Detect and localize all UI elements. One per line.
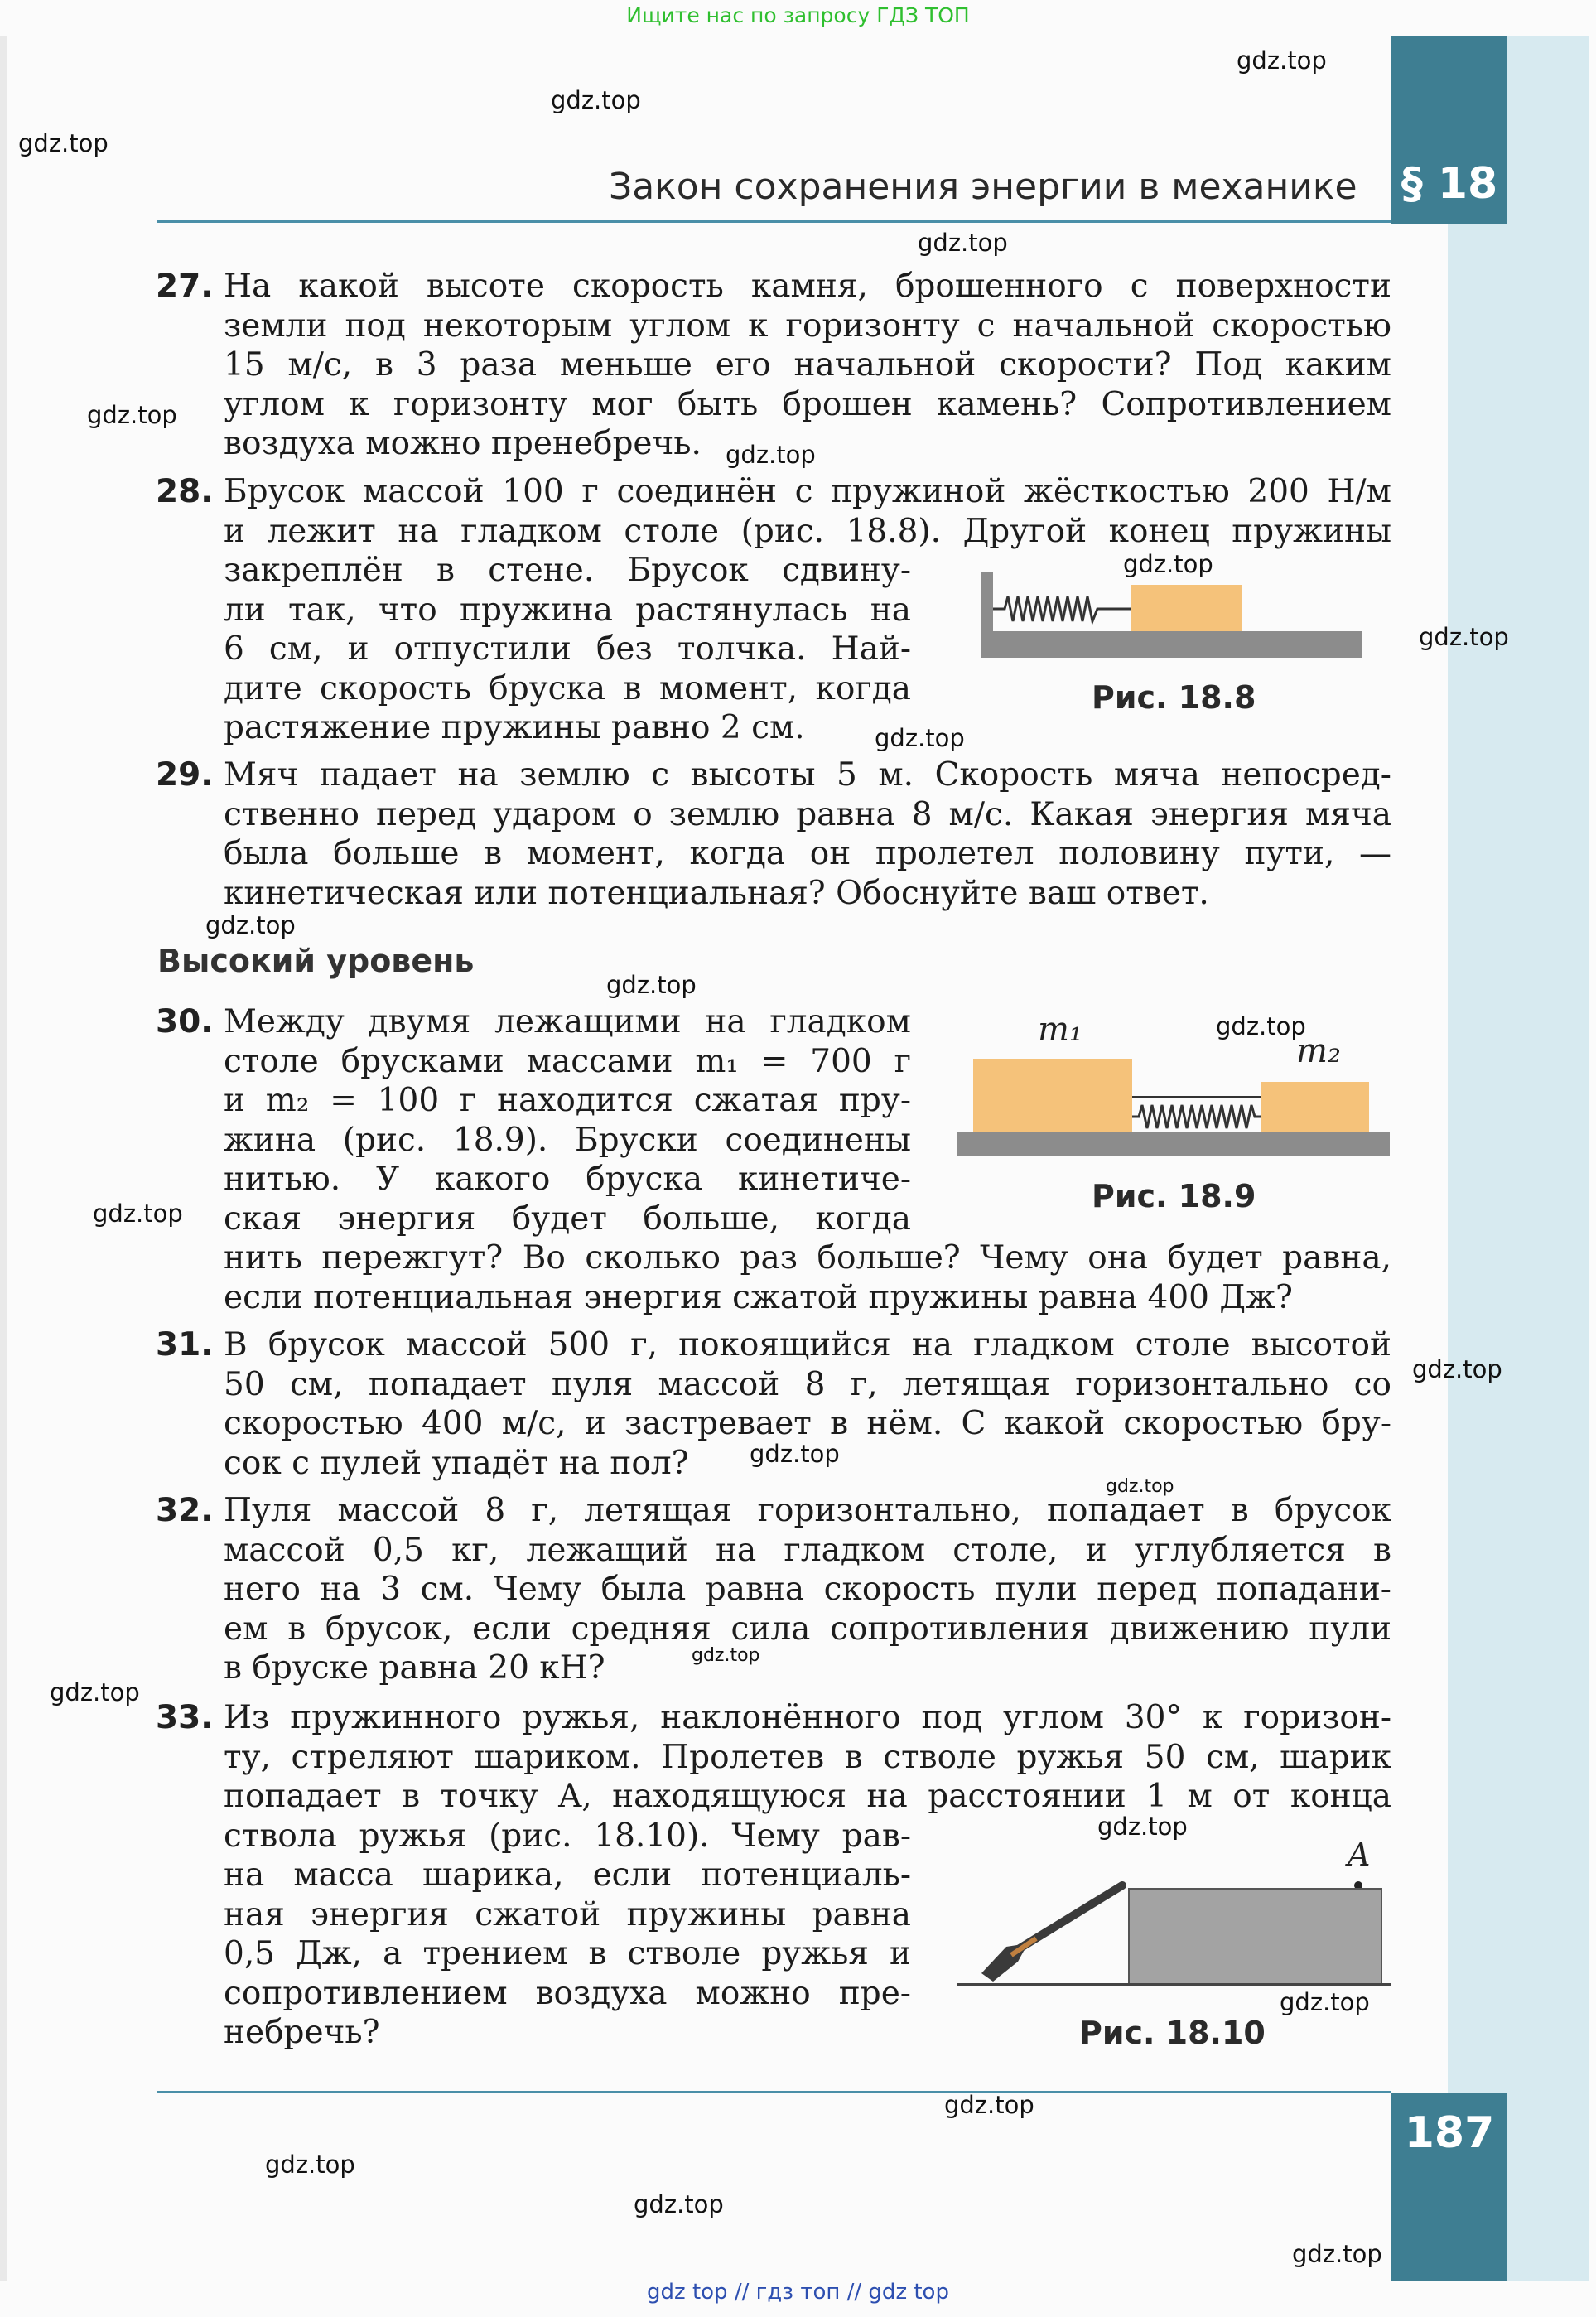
problem-text [224, 755, 1391, 913]
watermark: gdz.top [750, 1440, 840, 1468]
problem-number: 29. [156, 756, 214, 794]
text-line: Брусок массой 100 г соединён с пружиной жёсткостью 200 Н/м [224, 473, 1391, 510]
text-line: Пуля массой 8 г, летящая горизонтально, попадает в брусок [224, 1492, 1391, 1529]
figure-18-8-caption: Рис. 18.8 [1092, 679, 1256, 716]
section-tab [1391, 36, 1507, 224]
text-line: попадает в точку A, находящуюся на расстоянии 1 м от конца [224, 1778, 1391, 1815]
text-line: на масса шарика, если потенциаль- [224, 1856, 911, 1894]
text-line: массой 0,5 кг, лежащий на гладком столе, и углубляется в [224, 1531, 1391, 1569]
watermark: gdz.top [606, 971, 697, 999]
watermark: gdz.top [1280, 1988, 1370, 2016]
watermark: gdz.top [1292, 2240, 1382, 2268]
watermark: gdz.top [1106, 1476, 1174, 1497]
page-number: 187 [1404, 2108, 1495, 2158]
figure-18-8 [981, 572, 1362, 663]
watermark: gdz.top [18, 129, 108, 157]
text-line: нитью. У какого бруска кинетиче- [224, 1161, 911, 1198]
footer-divider [157, 2091, 1391, 2093]
text-line: воздуха можно пренебречь. [224, 425, 702, 462]
text-line: него на 3 см. Чему была равна скорость пули перед попадани- [224, 1571, 1391, 1608]
label-point-a: A [1348, 1837, 1371, 1873]
watermark: gdz.top [726, 441, 816, 469]
block [1131, 585, 1242, 631]
problem-number: 32. [156, 1492, 214, 1529]
watermark: gdz.top [87, 401, 177, 429]
text-line: ская энергия будет больше, когда [224, 1200, 911, 1238]
target-box [1129, 1889, 1381, 1985]
spring [993, 596, 1131, 621]
text-line: небречь? [224, 2014, 380, 2051]
text-line: ственно перед ударом о землю равна 8 м/с. Какая энергия мяча [224, 795, 1391, 833]
header-divider [157, 220, 1391, 223]
watermark: gdz.top [1123, 550, 1213, 578]
watermark: gdz.top [1412, 1355, 1502, 1383]
watermark: gdz.top [93, 1200, 183, 1228]
watermark: gdz.top [265, 2150, 355, 2179]
spring-gun-icon [981, 1885, 1122, 1982]
figure-18-9-caption: Рис. 18.9 [1092, 1178, 1256, 1214]
text-line: жина (рис. 18.9). Бруски соединены [224, 1121, 911, 1159]
problem-number: 30. [156, 1003, 214, 1040]
table-surface [957, 1132, 1390, 1156]
text-line: закреплён в стене. Брусок сдвину- [224, 552, 911, 589]
text-line: ствола ружья (рис. 18.10). Чему рав- [224, 1817, 911, 1855]
page-left-edge [0, 36, 7, 2281]
text-line: ем в брусок, если средняя сила сопротивления движению пули [224, 1610, 1391, 1648]
block-m1 [973, 1059, 1132, 1132]
text-line: кинетическая или потенциальная? Обоснуйте ваш ответ. [224, 874, 1209, 912]
text-line: и лежит на гладком столе (рис. 18.8). Другой конец пружины [224, 512, 1391, 550]
text-line: Из пружинного ружья, наклонённого под углом 30° к горизон- [224, 1699, 1391, 1736]
watermark: gdz.top [875, 724, 965, 752]
page-header-title: Закон сохранения энергии в механике [609, 166, 1357, 208]
text-line: 0,5 Дж, а трением в стволе ружья и [224, 1935, 911, 1972]
watermark: gdz.top [1419, 623, 1509, 651]
section-number: § 18 [1401, 159, 1498, 209]
watermark: gdz.top [1097, 1813, 1188, 1841]
level-heading: Высокий уровень [157, 943, 475, 979]
text-line: Мяч падает на землю с высоты 5 м. Скорость мяча непосред- [224, 756, 1391, 794]
text-line: в бруске равна 20 кН? [224, 1649, 605, 1687]
problem-number: 27. [156, 268, 214, 305]
watermark: gdz.top [692, 1645, 760, 1666]
text-line: Между двумя лежащими на гладком [224, 1003, 911, 1040]
text-line: 15 м/с, в 3 раза меньше его начальной скорости? Под каким [224, 346, 1391, 384]
label-m2: m₂ [1296, 1032, 1341, 1070]
figure-18-10-caption: Рис. 18.10 [1079, 2015, 1266, 2051]
watermark: gdz.top [551, 86, 641, 114]
problem-number: 28. [156, 473, 214, 510]
problem-number: 31. [156, 1326, 214, 1364]
text-line: скоростью 400 м/с, и застревает в нём. С какой скоростью бру- [224, 1405, 1391, 1442]
text-line: сок с пулей упадёт на пол? [224, 1444, 689, 1482]
watermark: gdz.top [918, 229, 1008, 257]
text-line: ная энергия сжатой пружины равна [224, 1895, 911, 1933]
watermark: gdz.top [1237, 46, 1327, 75]
top-banner[interactable]: Ищите нас по запросу ГДЗ ТОП [626, 3, 970, 27]
text-line: углом к горизонту мог быть брошен камень? Сопротивлением [224, 385, 1391, 423]
text-line: ту, стреляют шариком. Пролетев в стволе ружья 50 см, шарик [224, 1738, 1391, 1776]
text-line: На какой высоте скорость камня, брошенного с поверхности [224, 268, 1391, 305]
problem-text [224, 267, 1391, 464]
watermark: gdz.top [634, 2190, 724, 2218]
label-m1: m₁ [1038, 1011, 1082, 1049]
block-m2 [1261, 1082, 1369, 1132]
text-line: В брусок массой 500 г, покоящийся на гладком столе высотой [224, 1326, 1391, 1364]
text-line: дите скорость бруска в момент, когда [224, 669, 911, 707]
text-line: была больше в момент, когда он пролетел половину пути, — [224, 835, 1391, 872]
table-surface [981, 631, 1362, 658]
spring [1132, 1105, 1261, 1128]
text-line: столе брусками массами m₁ = 700 г [224, 1042, 911, 1080]
text-line: 50 см, попадает пуля массой 8 г, летящая горизонтально со [224, 1365, 1391, 1403]
text-line: нить пережгут? Во сколько раз больше? Чему она будет равна, [224, 1239, 1391, 1277]
page-right-margin-strip [1448, 36, 1589, 2281]
figure-18-10 [957, 1831, 1396, 1988]
problem-text [224, 1491, 1391, 1688]
page-number-tab [1391, 2093, 1507, 2281]
bottom-banner[interactable]: gdz top // гдз топ // gdz top [647, 2280, 949, 2305]
figure-18-9 [957, 1011, 1396, 1160]
text-line: растяжение пружины равно 2 см. [224, 709, 805, 746]
watermark: gdz.top [205, 911, 296, 939]
text-line: ли так, что пружина растянулась на [224, 591, 911, 629]
watermark: gdz.top [944, 2091, 1034, 2119]
watermark: gdz.top [50, 1678, 140, 1706]
text-line: земли под некоторым углом к горизонту с начальной скоростью [224, 307, 1391, 345]
watermark: gdz.top [1216, 1012, 1306, 1040]
text-line: и m₂ = 100 г находится сжатая пру- [224, 1082, 911, 1119]
problem-number: 33. [156, 1699, 214, 1736]
text-line: 6 см, и отпустили без толчка. Най- [224, 630, 911, 668]
text-line: если потенциальная энергия сжатой пружины равна 400 Дж? [224, 1278, 1293, 1316]
text-line: сопротивлением воздуха можно пре- [224, 1974, 911, 2012]
